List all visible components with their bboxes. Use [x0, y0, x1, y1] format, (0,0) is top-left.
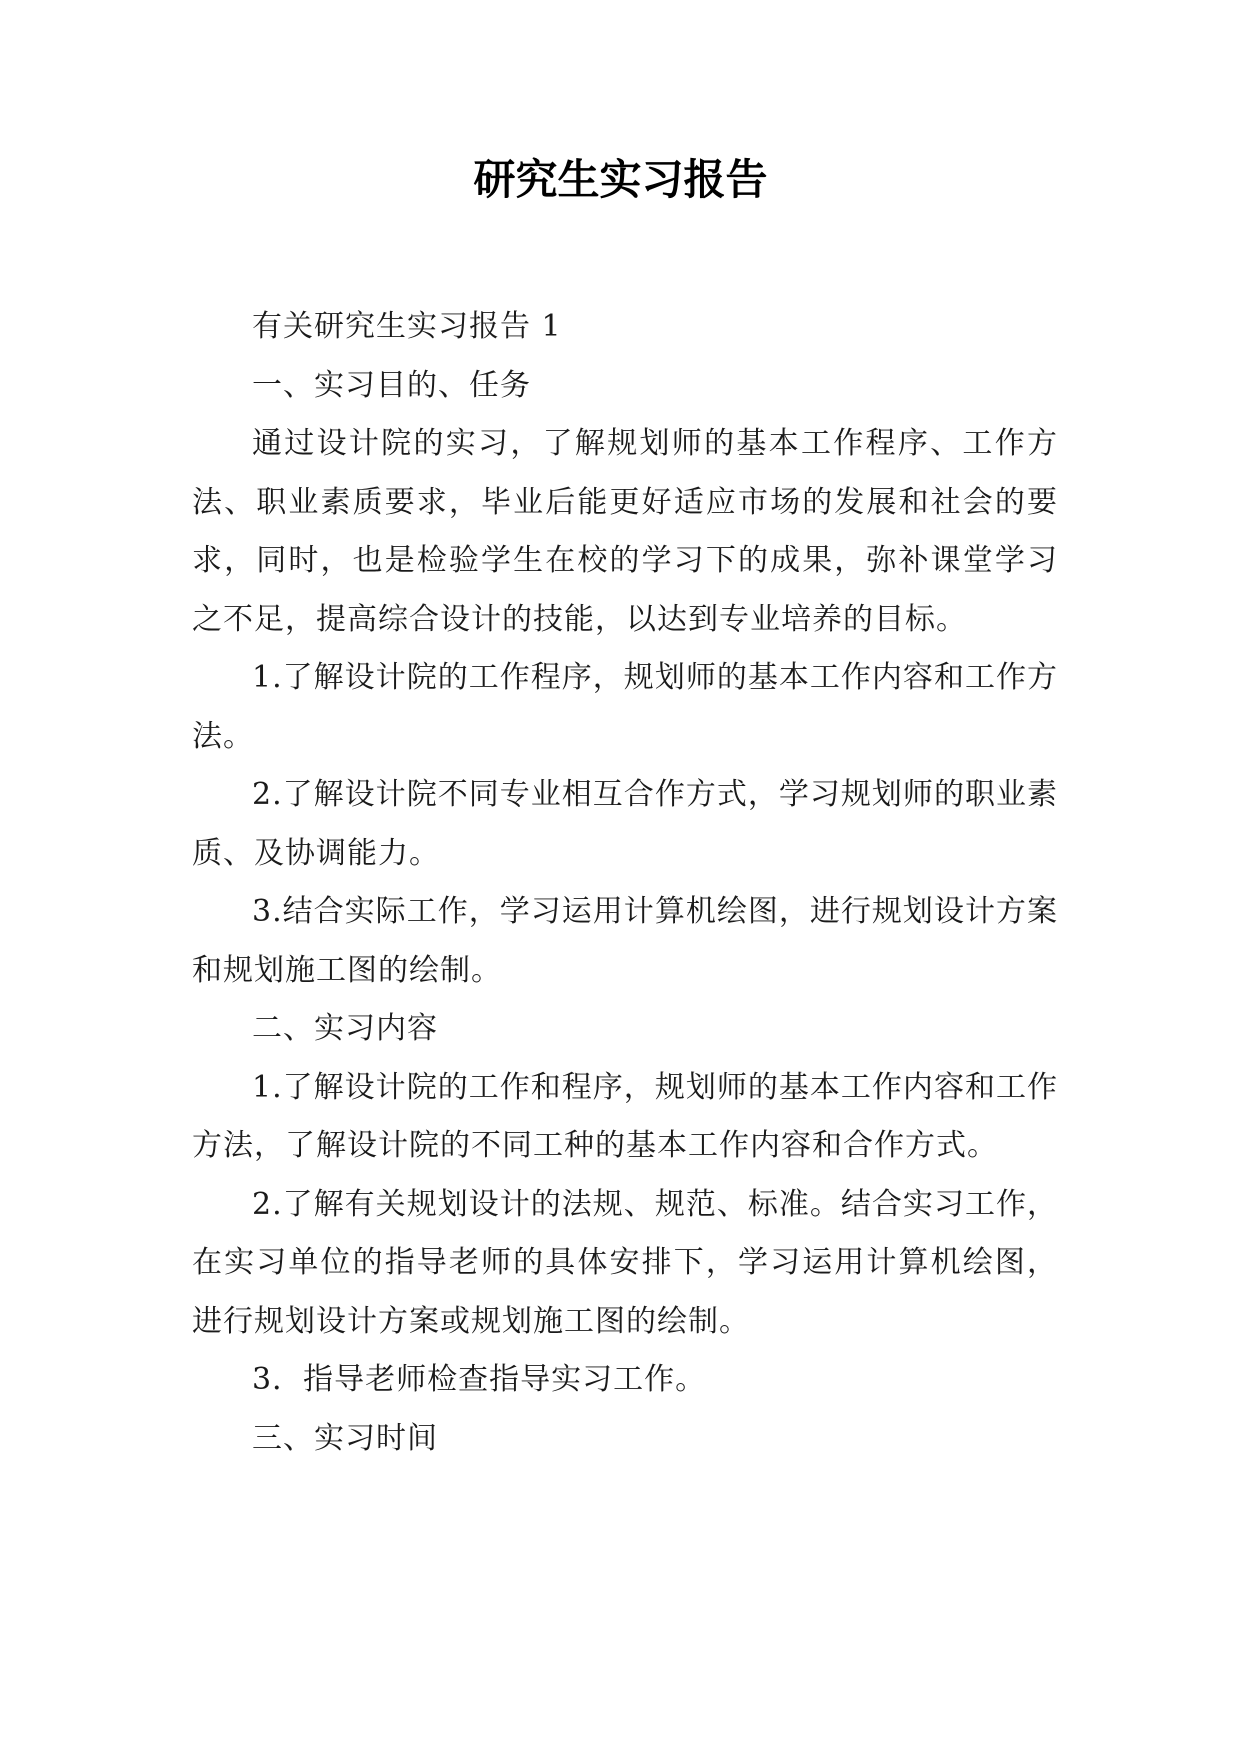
document-body	[192, 298, 1058, 1468]
list-item-purpose-1: 1.了解设计院的工作程序，规划师的基本工作内容和工作方法。	[192, 660, 1058, 754]
paragraph-purpose-intro: 通过设计院的实习，了解规划师的基本工作程序、工作方法、职业素质要求，毕业后能更好适应市场的发展和社会的要求，同时，也是检验学生在校的学习下的成果，弥补课堂学习之不足，提高综合设计的技能，以达到专业培养的目标。	[192, 426, 1058, 637]
section-heading-purpose: 一、实习目的、任务	[252, 367, 531, 403]
document-title: 研究生实习报告	[473, 155, 768, 204]
list-item-content-2: 2.了解有关规划设计的法规、规范、标准。结合实习工作，在实习单位的指导老师的具体安排下，学习运用计算机绘图，进行规划设计方案或规划施工图的绘制。	[192, 1186, 1058, 1339]
list-item-purpose-3: 3.结合实际工作，学习运用计算机绘图，进行规划设计方案和规划施工图的绘制。	[192, 894, 1058, 988]
report-subtitle: 有关研究生实习报告 1	[252, 309, 562, 344]
list-item-purpose-2: 2.了解设计院不同专业相互合作方式，学习规划师的职业素质、及协调能力。	[192, 777, 1058, 871]
section-heading-time: 三、实习时间	[252, 1420, 438, 1456]
list-item-content-1: 1.了解设计院的工作和程序，规划师的基本工作内容和工作方法，了解设计院的不同工种的基本工作内容和合作方式。	[192, 1069, 1058, 1163]
list-item-content-3: 3．指导老师检查指导实习工作。	[252, 1362, 707, 1397]
section-heading-content: 二、实习内容	[252, 1011, 438, 1046]
